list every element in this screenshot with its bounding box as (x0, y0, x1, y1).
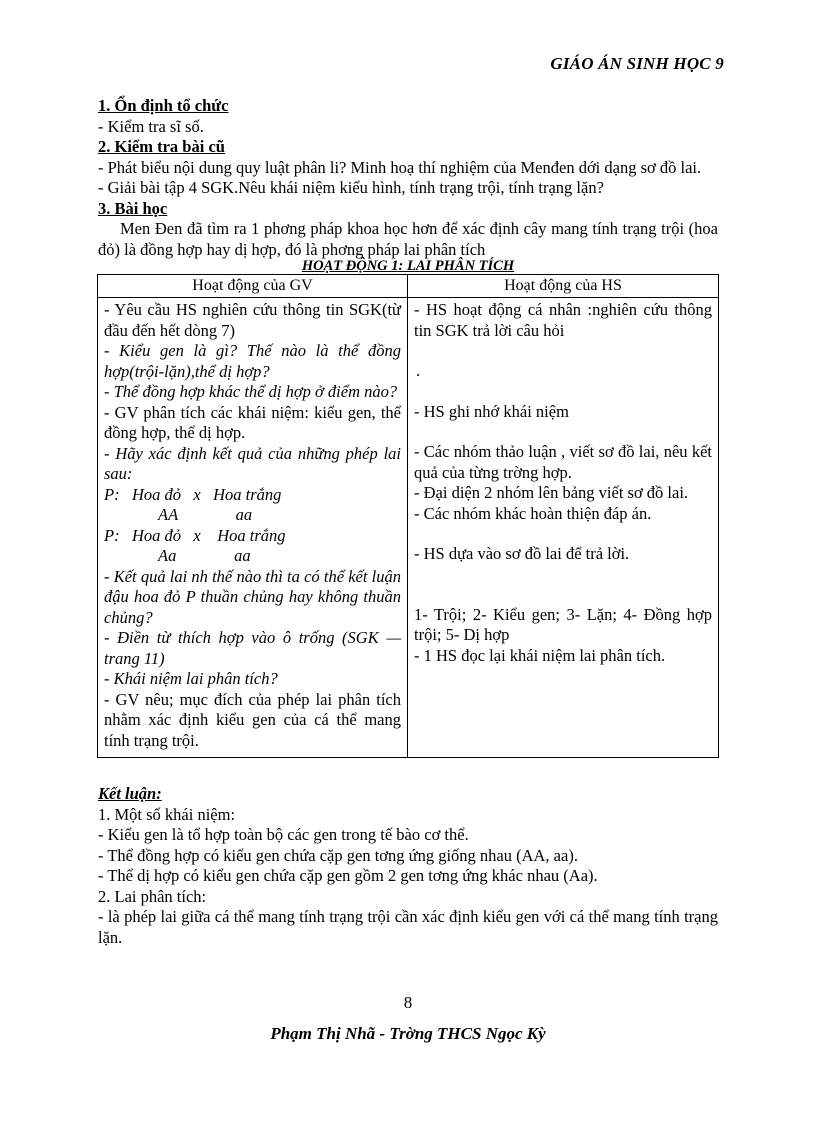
gv-line: - GV nêu; mục đích của phép lai phân tích nhằm xác định kiểu gen của cá thể mang tính trạng trội. (104, 689, 401, 750)
hs-line: - Các nhóm khác hoàn thiện đáp án. (414, 503, 652, 523)
gv-line: - Hãy xác định kết quả của những phép lai sau: (104, 443, 401, 483)
hs-line: - HS dựa vào sơ đồ lai để trả lời. (414, 544, 630, 563)
section-2-item: - Phát biểu nội dung quy luật phân li? Minh hoạ thí nghiệm của Menđen dới dạng sơ đồ lai. (98, 157, 702, 177)
column-header-hs: Hoạt động của HS (408, 275, 719, 298)
hs-activities-cell (408, 298, 719, 758)
activity-table (97, 274, 719, 758)
page-number: 8 (403, 993, 413, 1012)
hs-dot: . (416, 361, 421, 380)
gv-line: - Kết quả lai nh thế nào thì ta có thể kết luận đậu hoa đỏ P thuần chủng hay không thuần chủng? (104, 566, 401, 627)
section-2-title: 2. Kiểm tra bài cũ (98, 137, 225, 156)
cross-p1-genotype: AA aa (158, 505, 253, 524)
section-3-title: 3. Bài học (98, 198, 168, 218)
section-1-title: 1. Ổn định tổ chức (98, 96, 229, 115)
conclusion-item: - là phép lai giữa cá thể mang tính trạng trội cần xác định kiểu gen với cá thể mang tính trạng lặn. (98, 907, 718, 947)
conclusion-item: - Thể đồng hợp có kiểu gen chứa cặp gen tơng ứng giống nhau (AA, aa). (98, 845, 578, 865)
section-3-intro: Men Đen đã tìm ra 1 phơng pháp khoa học hơn để xác định cây mang tính trạng trội (hoa đỏ) là đồng hợp hay dị hợp, đó là phơng pháp lai phân tích (98, 219, 718, 259)
header-title: GIÁO ÁN SINH HỌC 9 (550, 54, 724, 73)
section-1-item: - Kiểm tra sĩ số. (98, 116, 204, 136)
gv-activities-cell (98, 298, 408, 758)
footer-author: Phạm Thị Nhã - Trờng THCS Ngọc Kỳ (270, 1024, 546, 1043)
gv-line: - Yêu cầu HS nghiên cứu thông tin SGK(từ đầu đến hết dòng 7) (104, 300, 401, 340)
conclusion-item: - Thể dị hợp có kiểu gen chứa cặp gen gồm 2 gen tơng ứng khác nhau (Aa). (98, 866, 598, 885)
conclusion-item: - Kiểu gen là tổ hợp toàn bộ các gen trong tế bào cơ thể. (98, 825, 469, 844)
gv-line: - Kiểu gen là gì? Thế nào là thể đồng hợp(trội-lặn),thể dị hợp? (104, 341, 401, 381)
hs-line: 1- Trội; 2- Kiểu gen; 3- Lặn; 4- Đồng hợp trội; 5- Dị hợp (414, 604, 712, 644)
hs-line: - Các nhóm thảo luận , viết sơ đồ lai, nêu kết quả của từng trờng hợp. (414, 442, 712, 482)
cross-p1: P: Hoa đỏ x Hoa trắng (104, 484, 282, 504)
cross-p2: P: Hoa đỏ x Hoa trắng (104, 525, 286, 545)
hs-line: - Đại diện 2 nhóm lên bảng viết sơ đồ lai. (414, 483, 689, 502)
gv-line: - Khái niệm lai phân tích? (104, 669, 278, 688)
hs-line: - HS hoạt động cá nhân :nghiên cứu thông tin SGK trả lời câu hỏi (414, 300, 712, 340)
conclusion-title: Kết luận: (98, 784, 162, 803)
gv-line: - GV phân tích các khái niệm: kiểu gen, thể đồng hợp, thể dị hợp. (104, 402, 401, 442)
activity-title: HOẠT ĐỘNG 1: LAI PHÂN TÍCH (301, 258, 515, 274)
conclusion-heading: 2. Lai phân tích: (98, 886, 207, 906)
gv-line: - Thể đồng hợp khác thể dị hợp ở điểm nào? (104, 382, 398, 401)
section-2-item: - Giải bài tập 4 SGK.Nêu khái niệm kiểu hình, tính trạng trội, tính trạng lặn? (98, 178, 604, 197)
hs-line: - 1 HS đọc lại khái niệm lai phân tích. (414, 645, 666, 665)
gv-line: - Điền từ thích hợp vào ô trống (SGK —trang 11) (104, 628, 401, 668)
hs-line: - HS ghi nhớ khái niệm (414, 401, 569, 421)
conclusion-section (98, 784, 718, 948)
conclusion-heading: 1. Một số khái niệm: (98, 804, 236, 824)
cross-p2-genotype: Aa aa (158, 546, 251, 565)
document-body (98, 96, 718, 948)
column-header-gv: Hoạt động của GV (98, 275, 408, 298)
